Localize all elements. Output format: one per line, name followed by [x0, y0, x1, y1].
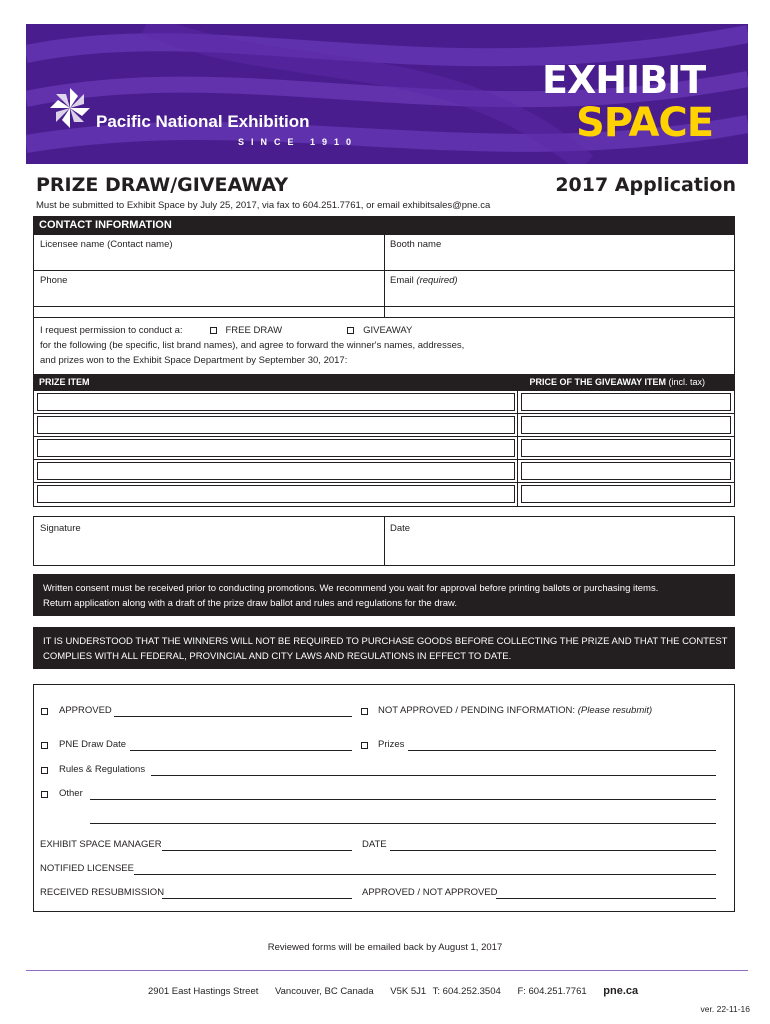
price-column-note: (incl. tax) — [668, 377, 705, 387]
reviewed-note: Reviewed forms will be emailed back by August 1, 2017 — [267, 942, 503, 953]
price-cell[interactable] — [521, 439, 731, 457]
winners-notice — [33, 627, 735, 669]
prize-item-cell[interactable] — [34, 414, 518, 436]
pne-draw-date-line[interactable] — [130, 750, 352, 751]
brand-line-2: SPACE — [576, 100, 714, 146]
rules-checkbox[interactable] — [41, 767, 48, 774]
prize-item-cell[interactable] — [34, 391, 518, 413]
office-use-box — [33, 684, 735, 912]
table-row — [34, 391, 734, 414]
email-field[interactable] — [390, 275, 458, 286]
price-cell[interactable] — [521, 393, 731, 411]
winners-line-2: COMPLIES WITH ALL FEDERAL, PROVINCIAL AND CITY LAWS AND REGULATIONS IN EFFECT TO DATE. — [43, 651, 512, 662]
prizes-line[interactable] — [408, 750, 716, 751]
office-date-line[interactable] — [390, 850, 716, 851]
price-column-header — [529, 377, 705, 387]
pne-draw-date-label: PNE Draw Date — [59, 739, 127, 750]
request-line-3: and prizes won to the Exhibit Space Department by September 30, 2017: — [40, 355, 348, 366]
submission-deadline: Must be submitted to Exhibit Space by July 25, 2017, via fax to 604.251.7761, or email exhibitsales@pne.ca — [36, 200, 491, 211]
giveaway-checkbox[interactable] — [347, 327, 354, 334]
org-since: SINCE 1910 — [238, 137, 359, 147]
brand-line-1: EXHIBIT — [542, 58, 706, 102]
email-required-note: (required) — [416, 275, 458, 286]
consent-line-2: Return application along with a draft of the prize draw ballot and rules and regulations for the draw. — [43, 598, 458, 609]
prizes-checkbox[interactable] — [361, 742, 368, 749]
notified-line[interactable] — [134, 874, 716, 875]
not-approved-text: NOT APPROVED / PENDING INFORMATION: — [378, 705, 576, 716]
prize-item-cell[interactable] — [34, 437, 518, 459]
signature-field[interactable]: Signature — [40, 523, 81, 534]
version-number: ver. 22-11-16 — [700, 1004, 750, 1014]
table-row — [34, 437, 734, 460]
manager-label: EXHIBIT SPACE MANAGER — [40, 839, 162, 850]
price-column-label: PRICE OF THE GIVEAWAY ITEM — [529, 377, 666, 387]
signature-box — [33, 516, 735, 566]
price-cell[interactable] — [521, 462, 731, 480]
org-name: Pacific National Exhibition — [96, 112, 310, 131]
date-field[interactable]: Date — [390, 523, 411, 534]
footer-phone: T: 604.252.3504 — [432, 986, 501, 997]
free-draw-checkbox[interactable] — [210, 327, 217, 334]
approved-label: APPROVED — [59, 705, 112, 716]
price-cell[interactable] — [521, 416, 731, 434]
rules-line[interactable] — [151, 775, 716, 776]
prizes-label: Prizes — [378, 739, 405, 750]
prize-item-cell[interactable] — [34, 460, 518, 482]
email-field-label: Email — [390, 275, 414, 286]
not-approved-checkbox[interactable] — [361, 708, 368, 715]
table-row — [34, 483, 734, 506]
prize-table-header — [33, 374, 735, 391]
other-line[interactable] — [90, 799, 716, 800]
manager-line[interactable] — [162, 850, 352, 851]
request-line-1 — [40, 325, 412, 336]
consent-line-1: Written consent must be received prior to conducting promotions. We recommend you wait for approval before printing ballots or purchasing items. — [43, 583, 659, 594]
licensee-name-field[interactable]: Licensee name (Contact name) — [40, 239, 173, 250]
rules-label: Rules & Regulations — [59, 764, 146, 775]
header-banner — [26, 24, 748, 164]
not-approved-note: (Please resubmit) — [577, 705, 653, 716]
footer-brand: pne.ca — [603, 985, 639, 997]
prize-item-cell[interactable] — [34, 483, 518, 506]
contact-section-header: CONTACT INFORMATION — [33, 216, 735, 234]
signature-divider — [384, 517, 385, 565]
notified-label: NOTIFIED LICENSEE — [40, 863, 134, 874]
contact-divider-horizontal — [34, 270, 734, 271]
approved-not-label: APPROVED / NOT APPROVED — [362, 887, 498, 898]
other-label: Other — [59, 788, 83, 799]
footer-rule — [26, 970, 748, 971]
table-row — [34, 460, 734, 483]
request-section — [33, 318, 735, 374]
not-approved-label — [378, 705, 652, 716]
free-draw-label: FREE DRAW — [225, 325, 283, 336]
booth-name-field[interactable]: Booth name — [390, 239, 442, 250]
other-line-2[interactable] — [90, 823, 716, 824]
contact-grid — [33, 234, 735, 318]
footer-address — [148, 985, 652, 997]
pne-draw-date-checkbox[interactable] — [41, 742, 48, 749]
footer-postal: V5K 5J1 — [390, 986, 427, 997]
other-checkbox[interactable] — [41, 791, 48, 798]
phone-field[interactable]: Phone — [40, 275, 68, 286]
pinwheel-logo-icon — [48, 86, 92, 130]
prize-item-column-header: PRIZE ITEM — [39, 377, 90, 387]
received-label: RECEIVED RESUBMISSION — [40, 887, 165, 898]
approved-line[interactable] — [114, 716, 352, 717]
giveaway-label: GIVEAWAY — [363, 325, 413, 336]
request-line-2: for the following (be specific, list brand names), and agree to forward the winner's names, addresses, — [40, 340, 465, 351]
footer-fax: F: 604.251.7761 — [517, 986, 587, 997]
form-title: PRIZE DRAW/GIVEAWAY — [36, 174, 289, 196]
winners-line-1: IT IS UNDERSTOOD THAT THE WINNERS WILL NOT BE REQUIRED TO PURCHASE GOODS BEFORE COLLECTING THE PRIZE AND THAT THE CONTEST — [43, 636, 728, 647]
table-row — [34, 414, 734, 437]
contact-divider-vertical — [384, 235, 385, 317]
approved-not-line[interactable] — [496, 898, 716, 899]
price-cell[interactable] — [521, 485, 731, 503]
application-year: 2017 Application — [555, 174, 736, 196]
approved-checkbox[interactable] — [41, 708, 48, 715]
footer-city: Vancouver, BC Canada — [275, 986, 374, 997]
received-line[interactable] — [162, 898, 352, 899]
date-label: DATE — [362, 839, 387, 850]
contact-divider-horizontal — [34, 306, 734, 307]
request-text: I request permission to conduct a: — [40, 325, 183, 336]
consent-notice — [33, 574, 735, 616]
footer-street: 2901 East Hastings Street — [148, 986, 259, 997]
prize-table — [33, 391, 735, 507]
